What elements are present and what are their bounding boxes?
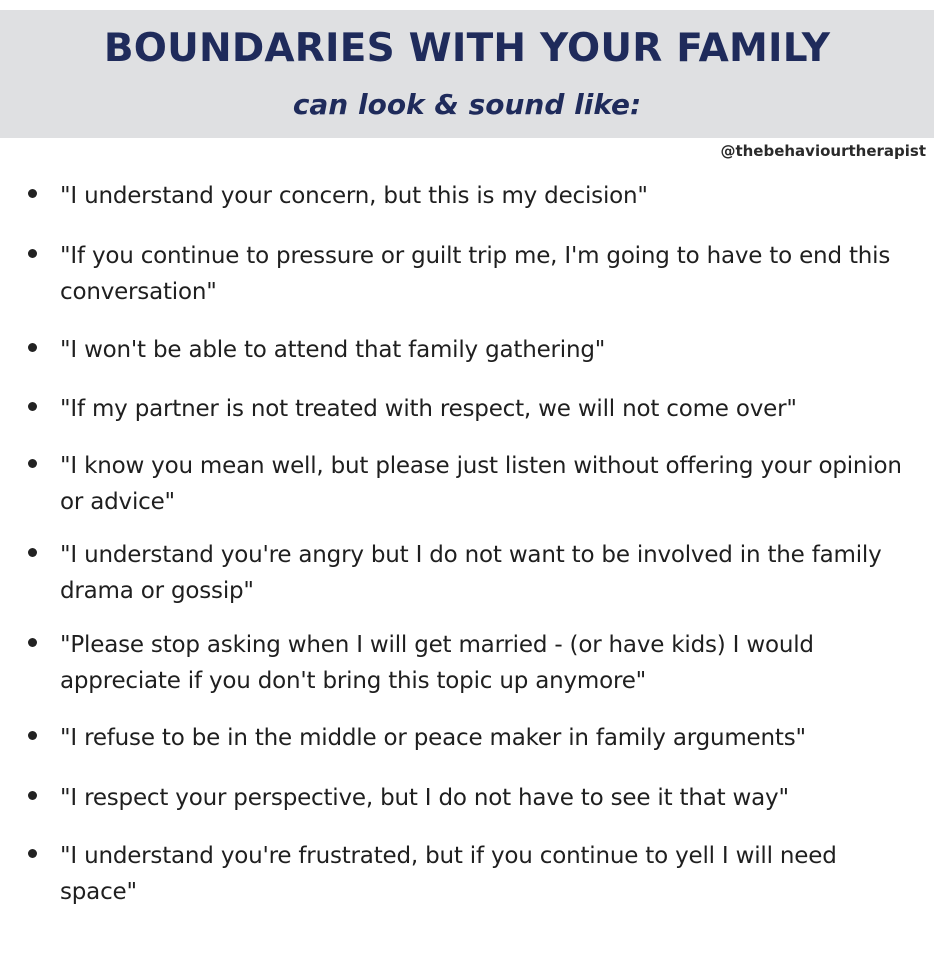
author-handle: @thebehaviourtherapist	[720, 142, 926, 160]
bullet-icon	[28, 189, 37, 198]
list-item-text: "If you continue to pressure or guilt trip me, I'm going to have to end this conversation"	[60, 243, 891, 305]
bullet-icon	[28, 459, 37, 468]
list-item-text: "Please stop asking when I will get married - (or have kids) I would appreciate if you don't bring this topic up anymore"	[60, 632, 814, 694]
bullet-icon	[28, 849, 37, 858]
page-title: BOUNDARIES WITH YOUR FAMILY	[103, 26, 831, 71]
list-item	[28, 448, 908, 520]
list-item-text: "I respect your perspective, but I do not have to see it that way"	[60, 785, 789, 811]
list-item-text: "I know you mean well, but please just listen without offering your opinion or advice"	[60, 453, 902, 515]
list-item	[28, 238, 908, 310]
bullet-icon	[28, 638, 37, 647]
list-item	[28, 780, 908, 816]
bullet-icon	[28, 402, 37, 411]
list-item-text: "I understand you're frustrated, but if you continue to yell I will need space"	[60, 843, 837, 905]
list-item	[28, 332, 908, 368]
list-item	[28, 391, 908, 427]
bullet-icon	[28, 791, 37, 800]
bullet-icon	[28, 249, 37, 258]
list-item	[28, 178, 908, 214]
bullet-icon	[28, 343, 37, 352]
bullet-icon	[28, 548, 37, 557]
page-subtitle: can look & sound like:	[292, 88, 642, 121]
list-item-text: "I understand you're angry but I do not want to be involved in the family drama or gossip"	[60, 542, 882, 604]
list-item	[28, 627, 908, 699]
list-item-text: "If my partner is not treated with respect, we will not come over"	[60, 396, 797, 422]
list-item	[28, 838, 908, 910]
list-item	[28, 537, 908, 609]
list-item-text: "I won't be able to attend that family gathering"	[60, 337, 606, 363]
list-item	[28, 720, 908, 756]
list-item-text: "I refuse to be in the middle or peace maker in family arguments"	[60, 725, 806, 751]
bullet-icon	[28, 731, 37, 740]
list-item-text: "I understand your concern, but this is my decision"	[60, 183, 648, 209]
